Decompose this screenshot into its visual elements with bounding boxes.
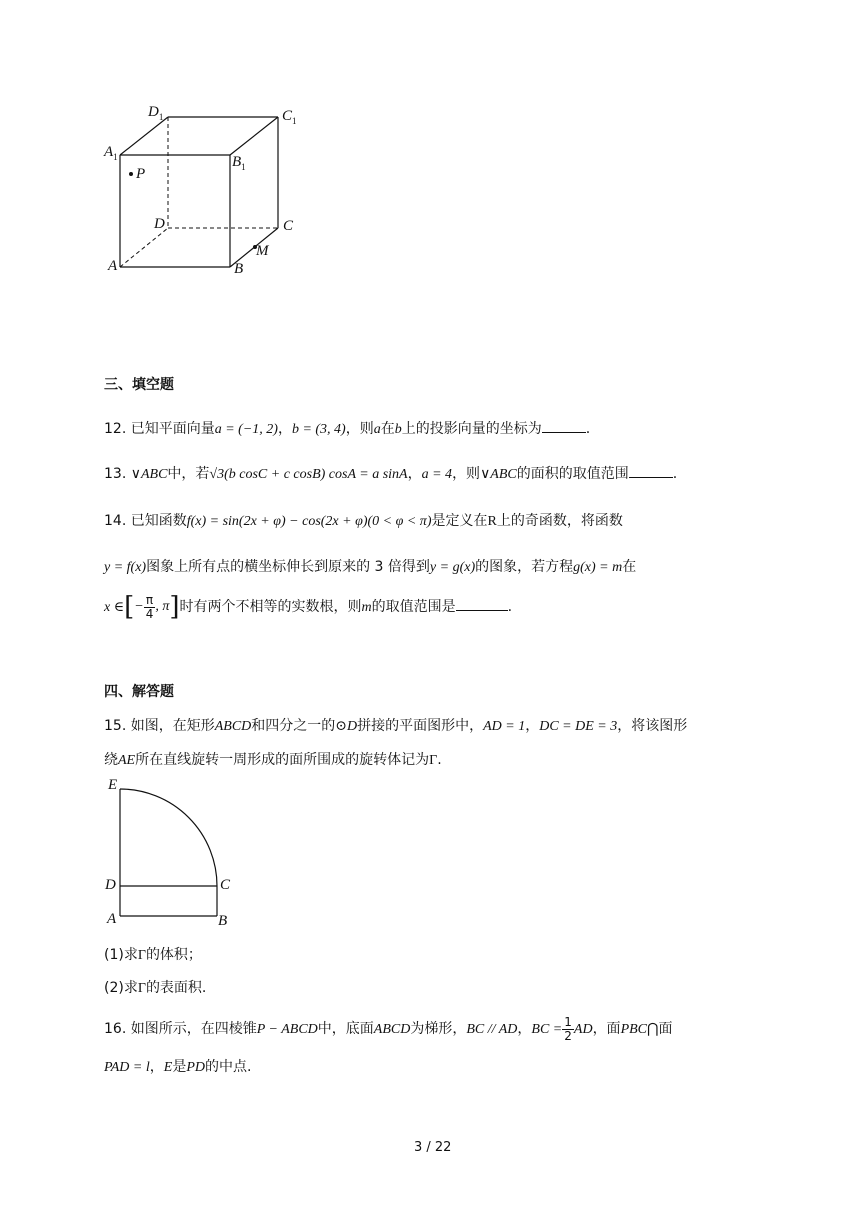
- quarter-circle-figure: [100, 780, 240, 930]
- question-15-line-2: 绕AE所在直线旋转一周形成的面所围成的旋转体记为Γ.: [104, 752, 442, 768]
- label-b1: $B_1$: [232, 154, 246, 172]
- label-a1: $A_1$: [104, 144, 118, 162]
- fraction-one-half: $\frac{1}{2}$: [564, 1014, 572, 1043]
- question-15-line-1: 15. 如图，在矩形ABCD和四分之一的⊙D拼接的平面图形中，AD = 1，DC = DE = 3，将该图形: [104, 718, 688, 734]
- fig-label-c: C: [220, 877, 231, 893]
- label-c1: $C_1$: [282, 108, 297, 126]
- label-b: B: [234, 261, 244, 277]
- question-14-line-1: 14. 已知函数f(x) = sin(2x + φ) − cos(2x + φ)(0 < φ < π)是定义在R上的奇函数，将函数: [104, 513, 623, 529]
- question-15-part-1: (1)求Γ的体积；: [104, 947, 202, 963]
- question-16-line-1: 16. 如图所示，在四棱锥P − ABCD中，底面ABCD为梯形，BC // AD，BC = $\frac{1}{2}$ AD，面PBC⋂面: [104, 1014, 673, 1043]
- fig-label-d: D: [105, 877, 116, 893]
- edge-a1d1: [120, 117, 168, 155]
- label-p: P: [136, 166, 146, 182]
- edge-b1c1: [230, 117, 278, 155]
- answer-blank: [629, 465, 673, 478]
- fig-label-b: B: [218, 913, 228, 929]
- question-15-part-2: (2)求Γ的表面积.: [104, 980, 207, 996]
- label-m: M: [256, 243, 269, 259]
- label-d: D: [154, 216, 165, 232]
- question-16-line-2: PAD = l，E是PD的中点.: [104, 1059, 252, 1075]
- section-title-fill-in: 三、填空题: [104, 377, 174, 393]
- question-14-line-3: x ∈[− $\frac{\pi}{4}$ , π]时有两个不相等的实数根，则m的取值范围是 .: [104, 592, 513, 622]
- label-d1: $D_1$: [148, 104, 164, 122]
- question-14-line-2: y = f(x)图象上所有点的横坐标伸长到原来的 3 倍得到y = g(x)的图象，若方程g(x) = m在: [104, 559, 637, 575]
- section-title-answer: 四、解答题: [104, 684, 174, 700]
- label-a: A: [108, 258, 118, 274]
- cube-figure: [95, 95, 310, 285]
- point-p: [129, 172, 133, 176]
- question-12: 12. 已知平面向量a = (−1, 2)，b = (3, 4)，则a在b上的投影向量的坐标为 .: [104, 421, 591, 437]
- fraction-pi-over-4: $\frac{\pi}{4}$: [145, 592, 154, 621]
- edge-ad-hidden: [120, 228, 168, 267]
- fig-label-a: A: [107, 911, 117, 927]
- answer-blank: [542, 420, 586, 433]
- fig-label-e: E: [108, 777, 118, 793]
- arc-ec: [120, 789, 217, 886]
- answer-blank: [456, 598, 508, 611]
- question-13: 13. ∨ABC中，若√3(b cosC + c cosB) cosA = a sinA，a = 4，则∨ABC的面积的取值范围 .: [104, 466, 678, 482]
- label-c: C: [283, 218, 294, 234]
- page-number: 3 / 22: [414, 1140, 452, 1155]
